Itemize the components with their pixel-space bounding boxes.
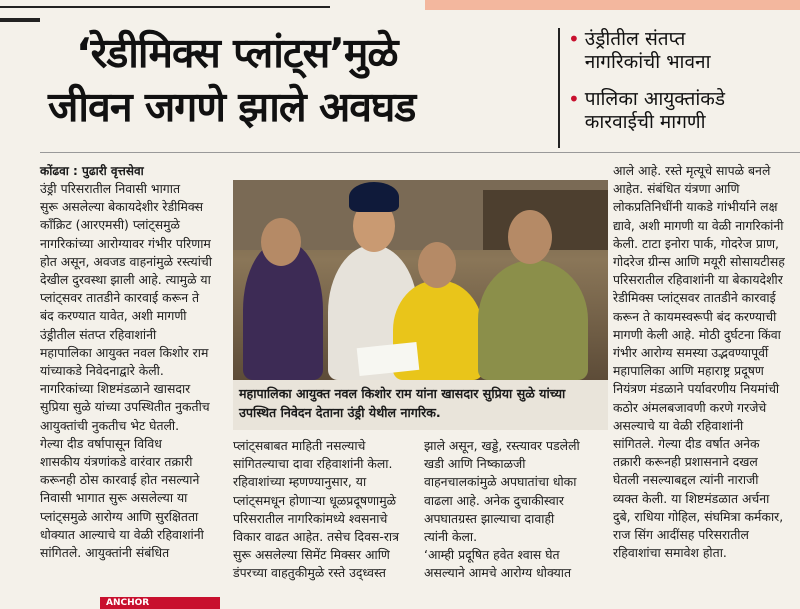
article-line: गंभीर आरोग्य समस्या उद्भवण्यापूर्वी bbox=[613, 345, 769, 361]
article-line: प्लांट्सवर तातडीने कारवाई करून ते bbox=[40, 290, 200, 306]
article-line: परिसरातील रहिवाशांनी या बेकायदेशीर bbox=[613, 272, 783, 288]
article-line: केली. टाटा इनोरा पार्क, गोदरेज प्राण, bbox=[613, 235, 779, 251]
top-rule-left bbox=[0, 6, 330, 8]
article-line: नागरिकांच्या आरोग्यावर गंभीर परिणाम bbox=[40, 235, 211, 251]
article-line: राज सिंग आदींसह परिसरातील bbox=[613, 527, 749, 543]
article-column-1 bbox=[40, 180, 230, 562]
article-line: प्लांट्समधून होणाऱ्या धूळप्रदूषणामुळे bbox=[233, 492, 397, 508]
photo-person-head bbox=[508, 210, 552, 264]
photo-person-head bbox=[261, 218, 301, 266]
photo-person bbox=[478, 260, 588, 380]
article-line: सुरू असलेल्या सिमेंट मिक्सर आणि bbox=[233, 547, 390, 563]
article-line: देखील दुरवस्था झाली आहे. त्यामुळे या bbox=[40, 272, 211, 288]
article-line: सुरू असलेल्या बेकायदेशीर रेडीमिक्स bbox=[40, 199, 203, 215]
article-line: रहिवाशांच्या म्हणण्यानुसार, या bbox=[233, 474, 367, 490]
article-line: नियंत्रण मंडळाने पर्यावरणीय नियमांची bbox=[613, 381, 780, 397]
article-line: असल्याचे या वेळी रहिवाशांनी bbox=[613, 417, 744, 433]
article-line: सांगितल्याचा दावा रहिवाशांनी केला. bbox=[233, 456, 393, 472]
article-column-3 bbox=[424, 437, 608, 583]
photo-person-head bbox=[418, 242, 456, 288]
bullet-icon: • bbox=[568, 27, 580, 51]
article-line: झाले असून, खड्डे, रस्त्यावर पडलेली bbox=[424, 438, 580, 453]
article-line: शासकीय यंत्रणांकडे वारंवार तक्रारी bbox=[40, 454, 193, 470]
article-line: विकार वाढत आहेत. तसेच दिवस-रात्र bbox=[233, 529, 399, 545]
article-line: लोकप्रतिनिधींनी याकडे गांभीर्याने लक्ष bbox=[613, 199, 778, 215]
article-line: डंपरच्या वाहतुकीमुळे रस्ते उद्ध्वस्त bbox=[233, 565, 386, 581]
article-line: रेडीमिक्स प्लांट्सवर तातडीने कारवाई bbox=[613, 290, 776, 306]
article-line: सांगितले. आयुक्तांनी संबंधित bbox=[40, 545, 170, 561]
article-line: आले आहे. रस्ते मृत्यूचे सापळे बनले bbox=[613, 163, 771, 178]
headline-line-2: जीवन जगणे झाले अवघड bbox=[48, 83, 416, 131]
article-line: गेल्या दीड वर्षापासून विविध bbox=[40, 435, 162, 451]
headline-line-1: ‘रेडीमिक्स प्लांट्स’मुळे bbox=[76, 29, 398, 77]
article-line: उंड्री परिसरातील निवासी भागात bbox=[40, 181, 181, 196]
dateline: कोंढवा : पुढारी वृत्तसेवा bbox=[40, 164, 144, 178]
article-line: करूनही ठोस कारवाई होत नसल्याने bbox=[40, 472, 200, 488]
article-line: आहेत. संबंधित यंत्रणा आणि bbox=[613, 181, 740, 197]
subhead-2-line-1: पालिका आयुक्तांकडे bbox=[584, 88, 725, 110]
photo-caption-line-2: उपस्थित निवेदन देताना उंड्री येथील नागरिक. bbox=[239, 405, 441, 420]
article-line: गोदरेज ग्रीन्स आणि मयूरी सोसायटीसह bbox=[613, 254, 785, 270]
article-line: होत असून, अवजड वाहनांमुळे रस्त्यांची bbox=[40, 253, 212, 269]
article-line: बंद करण्यात यावेत, अशी मागणी bbox=[40, 308, 187, 324]
article-line: निवासी भागात सुरू असलेल्या या bbox=[40, 490, 188, 506]
article-line: रहिवाशांचा समावेश होता. bbox=[613, 545, 727, 561]
subhead-2-line-2: कारवाईची मागणी bbox=[584, 111, 706, 133]
article-line: तक्रारी करूनही प्रशासनाने दखल bbox=[613, 454, 758, 470]
article-line: ‘आम्ही प्रदूषित हवेत श्वास घेत bbox=[424, 547, 560, 563]
article-line: दुबे, राधिया गोहिल, संघमित्रा कर्मकार, bbox=[613, 508, 784, 524]
photo-person-turban bbox=[349, 182, 399, 212]
article-line: कॉंक्रिट (आरएमसी) प्लांट्समुळे bbox=[40, 217, 180, 233]
article-line: कठोर अंमलबजावणी करणे गरजेचे bbox=[613, 399, 767, 415]
article-line: अपघातग्रस्त झाल्याचा दावाही bbox=[424, 510, 555, 526]
article-line: प्लांट्सबाबत माहिती नसल्याचे bbox=[233, 438, 366, 453]
subheads bbox=[558, 28, 800, 148]
article-line: धोक्यात आल्याचे या वेळी रहिवाशांनी bbox=[40, 526, 204, 542]
subhead-2 bbox=[568, 88, 800, 134]
photo-caption bbox=[233, 380, 608, 430]
subhead-1-line-1: उंड्रीतील संतप्त bbox=[584, 28, 686, 50]
article-column-2 bbox=[233, 437, 419, 583]
article-line: वाढला आहे. अनेक दुचाकीस्वार bbox=[424, 492, 564, 508]
article-line: सांगितले. गेल्या दीड वर्षात अनेक bbox=[613, 436, 760, 452]
article-line: महापालिका आयुक्त नवल किशोर राम bbox=[40, 344, 209, 360]
article-line: नागरिकांच्या शिष्टमंडळाने खासदार bbox=[40, 381, 191, 397]
news-photo bbox=[233, 180, 608, 380]
article-line: खडी आणि निष्काळजी bbox=[424, 456, 526, 472]
article-line: घेतली नसल्याबद्दल त्यांनी नाराजी bbox=[613, 472, 759, 488]
article-line: यांच्याकडे निवेदनाद्वारे केली. bbox=[40, 363, 164, 379]
article-line: असल्याने आमचे आरोग्य धोक्यात bbox=[424, 565, 572, 581]
subhead-1 bbox=[568, 28, 800, 74]
top-band-right bbox=[425, 0, 800, 10]
article-line: व्यक्त केली. या शिष्टमंडळात अर्चना bbox=[613, 490, 770, 506]
article-line: वाहनचालकांमुळे अपघातांचा धोका bbox=[424, 474, 577, 490]
article-line: आयुक्तांची नुकतीच भेट घेतली. bbox=[40, 417, 180, 433]
article-line: प्लांट्समुळे आरोग्य आणि सुरक्षितता bbox=[40, 508, 199, 524]
article-column-4 bbox=[613, 162, 797, 562]
article-line: मागणी केली आहे. मोठी दुर्घटना किंवा bbox=[613, 326, 781, 342]
article-line: करून ते कायमस्वरूपी बंद करण्याची bbox=[613, 308, 777, 324]
article-line: परिसरातील नागरिकांमध्ये श्वसनाचे bbox=[233, 510, 388, 526]
article-line: उंड्रीतील संतप्त रहिवाशांनी bbox=[40, 326, 157, 342]
headline bbox=[48, 26, 548, 134]
corner-mark bbox=[0, 18, 40, 22]
photo-caption-line-1: महापालिका आयुक्त नवल किशोर राम यांना खासदार सुप्रिया सुळे यांच्या bbox=[239, 386, 566, 401]
article-line: सुप्रिया सुळे यांच्या उपस्थितीत नुकतीच bbox=[40, 399, 210, 415]
subhead-1-line-2: नागरिकांची भावना bbox=[584, 51, 711, 73]
article-line: त्यांनी केला. bbox=[424, 529, 478, 545]
footer-logo: ANCHOR bbox=[100, 597, 220, 609]
article-line: महापालिका आणि महाराष्ट्र प्रदूषण bbox=[613, 363, 764, 379]
bullet-icon: • bbox=[568, 87, 580, 111]
article-line: द्यावे, अशी मागणी या वेळी नागरिकांनी bbox=[613, 217, 784, 233]
header-divider bbox=[40, 152, 800, 153]
